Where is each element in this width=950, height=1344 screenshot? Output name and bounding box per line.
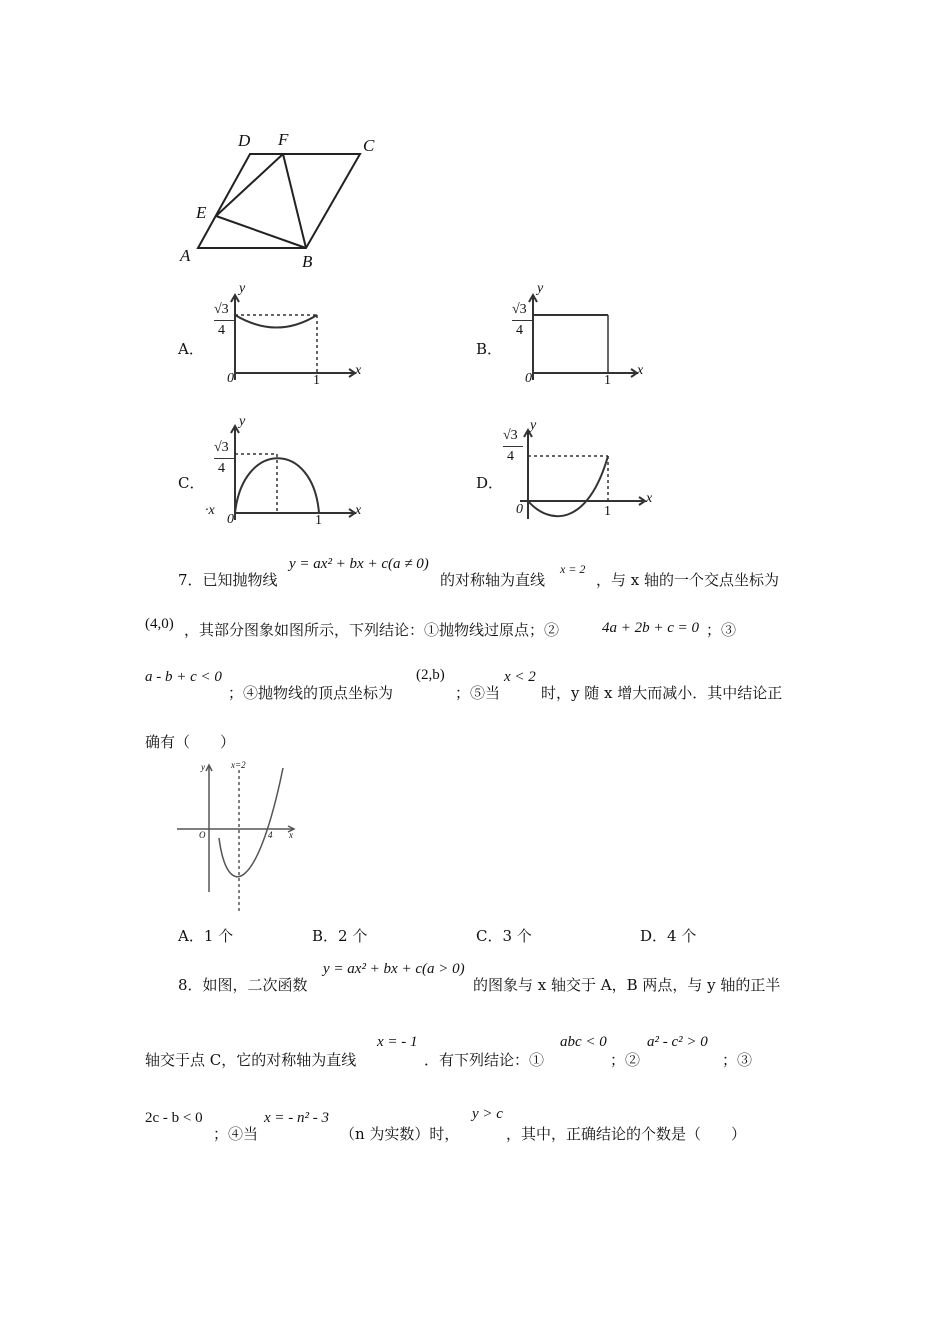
q8-line2-c: ；② [610,1051,641,1069]
point-label-a: A [180,246,191,265]
point-label-f: F [278,130,289,149]
option-b-graph [503,281,663,390]
q7-y-axis-label: y [201,762,205,772]
q7-formula-2: 4a + 2b + c = 0 [602,620,700,636]
q8-formula-3: 2c - b < 0 [145,1110,203,1126]
parallelogram-abcd [198,154,360,248]
q8-line1-b: 的图象与 x 轴交于 A，B 两点，与 y 轴的正半 [473,976,781,994]
x-tick-c: 1 [315,513,322,528]
origin-b: 0 [525,371,532,386]
q7-option-b[interactable]: B．2 个 [312,927,368,945]
option-c-graph [205,414,365,530]
q8-line1-a: 8．如图，二次函数 [178,976,308,994]
y-axis-label-c: y [239,414,246,429]
q7-line1-a: 7．已知抛物线 [178,571,278,589]
origin-c: 0 [227,512,234,527]
x-axis-label-b: x [637,363,644,378]
stray-mark-c: ·x [205,503,215,518]
y-axis-label-a: y [239,281,246,296]
q8-formula-axis: x = - 1 [377,1034,418,1050]
q7-x-axis-label: x [289,830,293,840]
q7-formula-parabola: y = ax² + bx + c(a ≠ 0) [289,556,429,572]
option-c-label[interactable]: C． [178,474,205,492]
q7-formula-3: a - b + c < 0 [145,669,222,685]
point-label-e: E [196,203,207,222]
y-axis-label-d: y [530,418,537,433]
q8-formula-fn: y = ax² + bx + c(a > 0) [323,961,465,977]
q7-line2-end: ；③ [706,621,737,639]
q7-x-tick: 4 [268,830,273,840]
q7-point: (4,0) [145,616,174,632]
segment-ef [216,154,283,216]
q7-line1-b: 的对称轴为直线 [440,571,546,589]
x-axis-label-d: x [646,491,653,506]
q7-option-a[interactable]: A．1 个 [178,927,234,945]
q8-formula-5: y > c [472,1106,503,1122]
q7-formula-axis: x = 2 [560,562,586,576]
q7-formula-5: x < 2 [504,669,536,685]
q7-vertex: (2,b) [416,667,445,683]
point-label-b: B [302,252,313,271]
curve-a [235,315,317,328]
option-b-label[interactable]: B． [476,340,503,358]
y-value-num-d: √3 [503,428,518,443]
q7-option-c[interactable]: C．3 个 [476,927,532,945]
y-value-den-d: 4 [507,449,514,464]
y-value-den-c: 4 [218,461,225,476]
q8-line3-b: （n 为实数）时， [340,1125,460,1143]
q8-formula-1: abc < 0 [560,1034,607,1050]
option-d-label[interactable]: D． [476,474,504,492]
q7-line3-b: ；⑤当 [455,684,501,702]
x-tick-d: 1 [604,504,611,519]
q7-origin: O [199,830,206,840]
y-axis-label-b: y [537,281,544,296]
q7-graph [175,760,305,915]
x-tick-a: 1 [313,373,320,388]
option-a-label[interactable]: A． [178,340,204,358]
q7-line2: ，其部分图象如图所示，下列结论：①抛物线过原点；② [184,621,560,639]
q8-line2-d: ；③ [722,1051,753,1069]
q7-parabola [219,768,283,877]
q8-line2-b: ．有下列结论：① [424,1051,545,1069]
option-a-graph [205,281,365,390]
option-d-graph [500,418,660,524]
q8-formula-4: x = - n² - 3 [264,1110,330,1126]
q7-option-d[interactable]: D．4 个 [640,927,697,945]
segment-eb [216,216,306,248]
y-value-num-b: √3 [512,302,527,317]
x-tick-b: 1 [604,373,611,388]
q7-line1-c: ，与 x 轴的一个交点坐标为 [596,571,779,589]
q7-line3-c: 时，y 随 x 增大而减小．其中结论正 [541,684,783,702]
q8-line3-a: ；④当 [213,1125,259,1143]
point-label-d: D [238,131,251,150]
origin-a: 0 [227,371,234,386]
y-value-num-a: √3 [214,302,229,317]
q7-line4: 确有（ ） [145,733,236,751]
segment-fb [283,154,306,248]
origin-d: 0 [516,502,523,517]
y-value-den-a: 4 [218,323,225,338]
q8-formula-2: a² - c² > 0 [647,1034,708,1050]
q8-line3-c: ，其中，正确结论的个数是（ ） [506,1125,747,1143]
y-value-den-b: 4 [516,323,523,338]
q8-line2-a: 轴交于点 C，它的对称轴为直线 [145,1051,357,1069]
x-axis-label-a: x [355,363,362,378]
q7-axis-label: x=2 [231,760,246,770]
point-label-c: C [363,136,375,155]
curve-d [528,456,608,516]
parallelogram-figure [170,128,385,273]
y-value-num-c: √3 [214,440,229,455]
x-axis-label-c: x [355,503,362,518]
q7-line3-a: ；④抛物线的顶点坐标为 [228,684,394,702]
